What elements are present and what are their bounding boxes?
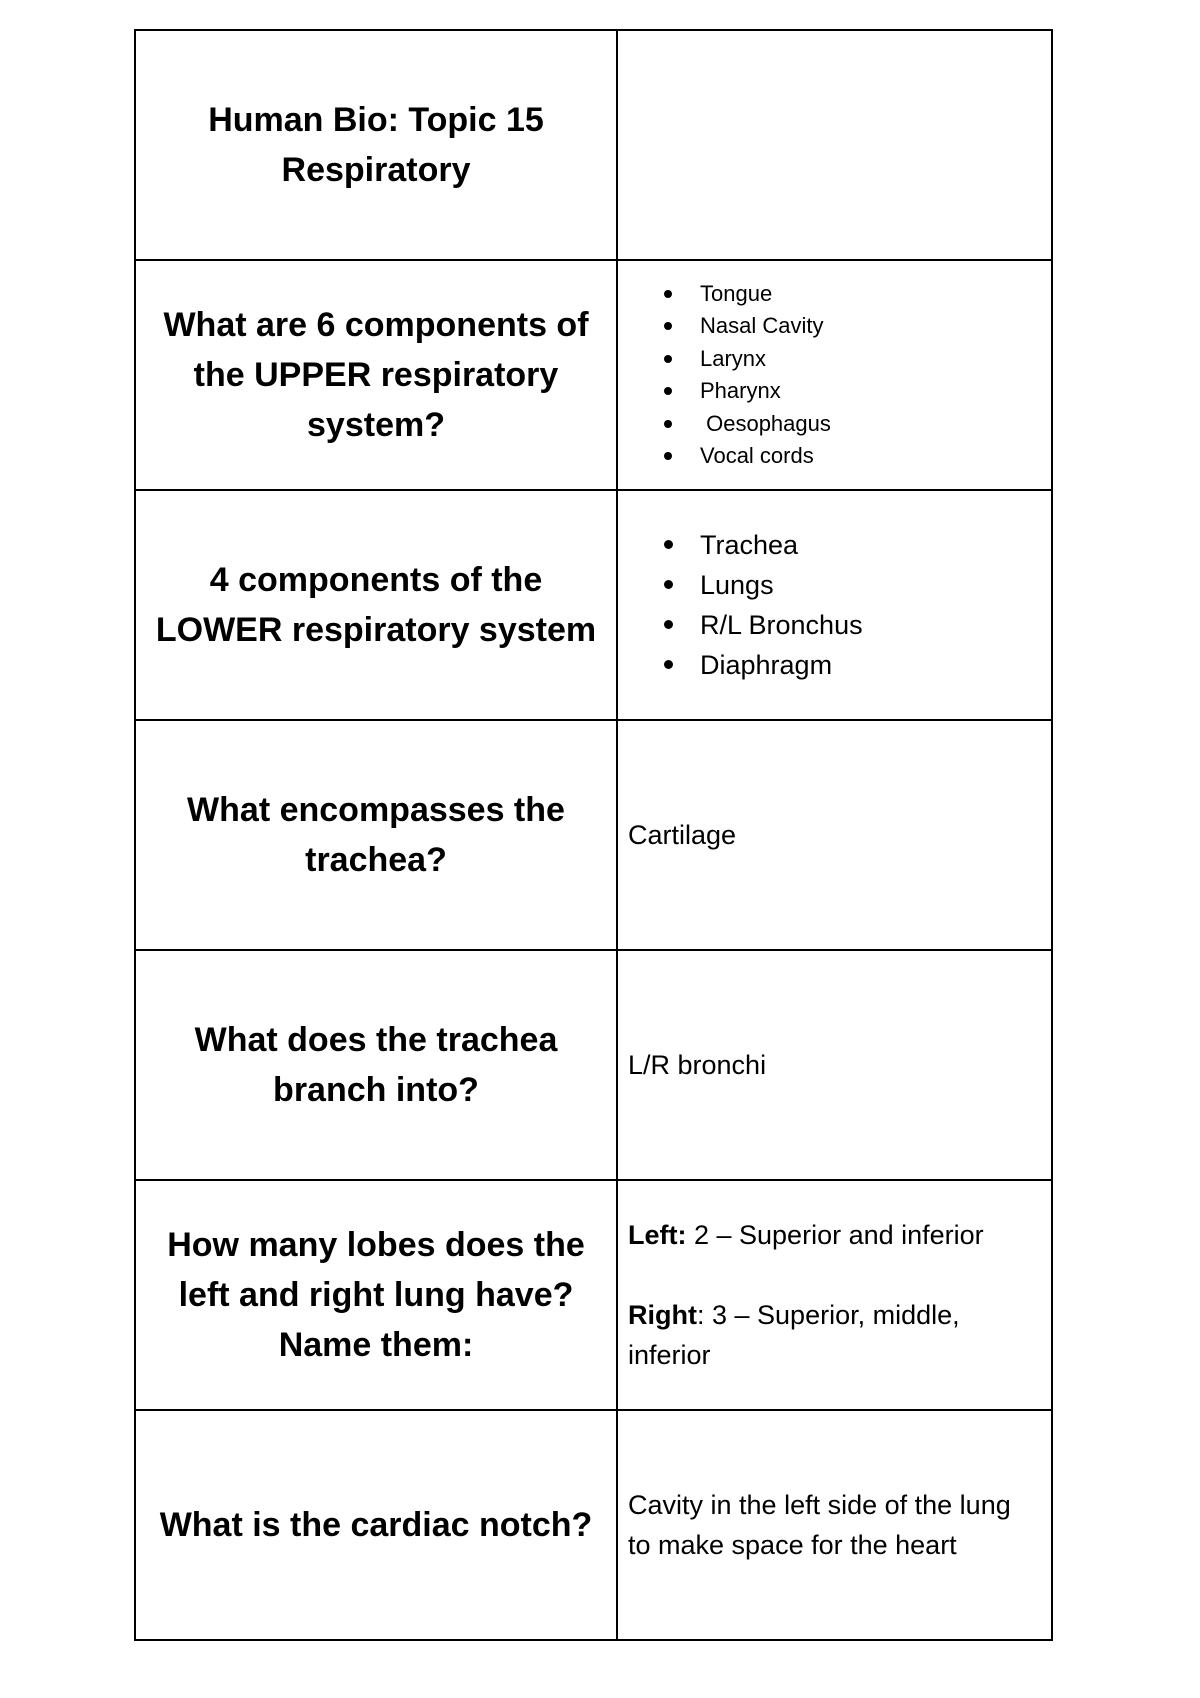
answer-text: L/R bronchi	[628, 1050, 767, 1080]
question-cell	[135, 720, 617, 950]
answer-cell	[617, 1410, 1052, 1640]
answer-left-line	[628, 1215, 1037, 1255]
question-text: How many lobes does the left and right lung have? Name them:	[167, 1226, 585, 1364]
title-line-1: Human Bio: Topic 15	[208, 101, 544, 139]
answer-cell	[617, 1180, 1052, 1410]
list-item: Oesophagus	[664, 408, 1037, 441]
answer-left-text: 2 – Superior and inferior	[686, 1220, 984, 1250]
card-row	[135, 720, 1052, 950]
question-cell	[135, 490, 617, 720]
question-cell	[135, 30, 617, 260]
question-text: 4 components of the LOWER respiratory system	[155, 561, 597, 649]
list-item: Vocal cords	[664, 440, 1037, 473]
answer-cell	[617, 720, 1052, 950]
answer-cell	[617, 260, 1052, 490]
answer-list	[628, 278, 1037, 473]
card-row	[135, 1180, 1052, 1410]
card-row	[135, 30, 1052, 260]
answer-left-label: Left:	[628, 1220, 687, 1250]
answer-right-line	[628, 1295, 1037, 1375]
answer-cell	[617, 950, 1052, 1180]
list-item: Nasal Cavity	[664, 310, 1037, 343]
card-row	[135, 950, 1052, 1180]
list-item: Diaphragm	[664, 645, 1037, 685]
answer-text: Cartilage	[628, 820, 737, 850]
answer-cell	[617, 30, 1052, 260]
list-item: Lungs	[664, 565, 1037, 605]
list-item: Larynx	[664, 343, 1037, 376]
list-item: Trachea	[664, 525, 1037, 565]
flashcard-table	[134, 29, 1053, 1641]
question-cell	[135, 1410, 617, 1640]
answer-cell	[617, 490, 1052, 720]
card-row	[135, 1410, 1052, 1640]
question-text: What encompasses the trachea?	[187, 791, 565, 879]
card-row	[135, 490, 1052, 720]
list-item: Pharynx	[664, 375, 1037, 408]
title-line-2: Respiratory	[281, 151, 471, 189]
question-text: What does the trachea branch into?	[194, 1021, 558, 1109]
spacer	[628, 1255, 1037, 1295]
answer-right-text: : 3 – Superior, middle, inferior	[628, 1300, 960, 1370]
answer-list	[628, 525, 1037, 685]
answer-right-label: Right	[628, 1300, 697, 1330]
question-cell	[135, 950, 617, 1180]
list-item: R/L Bronchus	[664, 605, 1037, 645]
question-cell	[135, 1180, 617, 1410]
question-text: What is the cardiac notch?	[159, 1506, 593, 1544]
answer-text: Cavity in the left side of the lung to make space for the heart	[628, 1490, 1011, 1560]
list-item: Tongue	[664, 278, 1037, 311]
question-cell	[135, 260, 617, 490]
question-text: What are 6 components of the UPPER respiratory system?	[163, 306, 589, 444]
card-row	[135, 260, 1052, 490]
